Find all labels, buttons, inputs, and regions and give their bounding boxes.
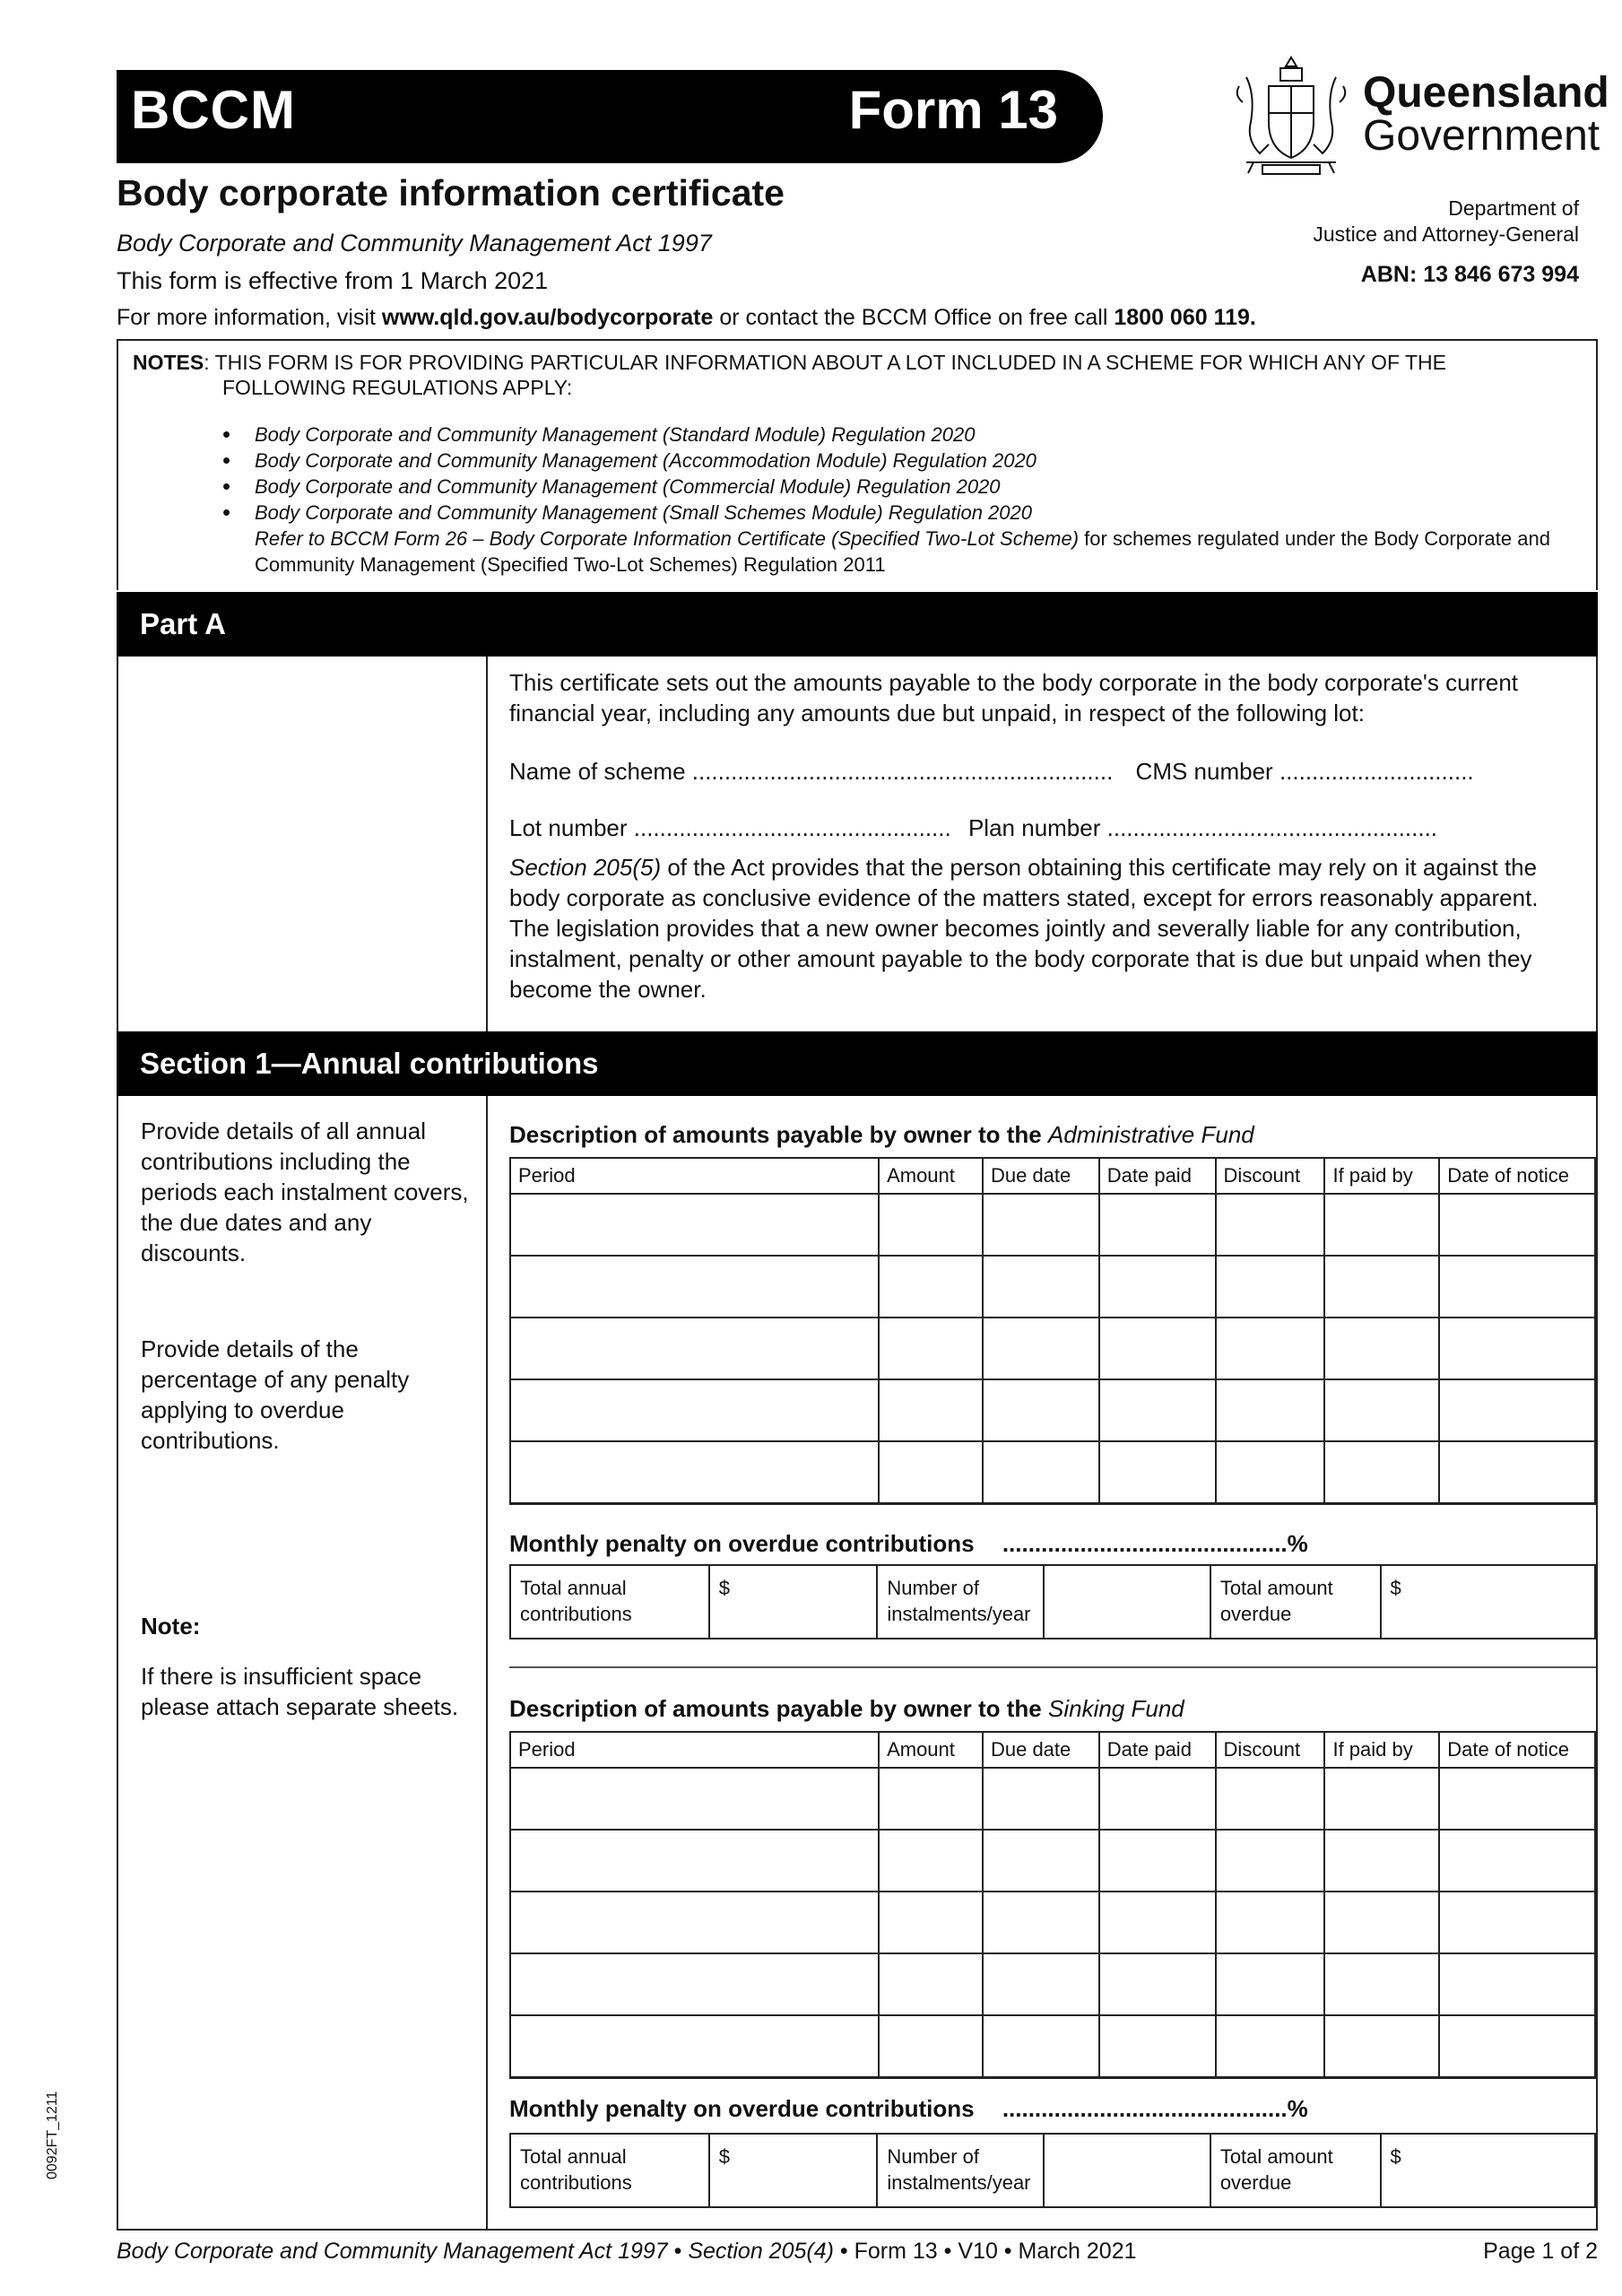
cell-period[interactable] [510, 1953, 879, 2015]
col-period: Period [510, 1732, 879, 1768]
col-amount: Amount [879, 1158, 983, 1194]
cell-date-of-notice[interactable] [1439, 1830, 1595, 1892]
instalments-field[interactable] [1044, 1565, 1210, 1639]
cell-period[interactable] [510, 1318, 879, 1379]
note-text: If there is insufficient space please attach separate sheets. [141, 1663, 459, 1720]
cell-if-paid-by[interactable] [1324, 1441, 1439, 1503]
plan-number-label: Plan number [967, 814, 1101, 841]
totals-row [510, 2134, 1595, 2207]
scheme-line [509, 756, 1567, 787]
cms-number-field[interactable]: .............................. [1279, 758, 1474, 785]
cell-due-date[interactable] [983, 1892, 1099, 1953]
penalty-label: Monthly penalty on overdue contributions [509, 2095, 975, 2122]
cell-date-paid[interactable] [1099, 1194, 1216, 1256]
logo-government: Government [1363, 112, 1600, 160]
cell-date-paid[interactable] [1099, 1379, 1216, 1441]
queensland-crest-icon [1228, 50, 1354, 178]
cell-discount[interactable] [1216, 1441, 1325, 1503]
cell-if-paid-by[interactable] [1324, 1892, 1439, 1953]
cell-discount[interactable] [1216, 1379, 1325, 1441]
col-discount: Discount [1216, 1158, 1325, 1194]
cell-amount[interactable] [879, 1441, 983, 1503]
cell-period[interactable] [510, 1194, 879, 1256]
section-205-text [509, 852, 1567, 1004]
totals-row [510, 1565, 1595, 1639]
effective-date: This form is effective from 1 March 2021 [117, 267, 549, 294]
cell-if-paid-by[interactable] [1324, 1768, 1439, 1830]
total-annual-label: Total annual contributions [510, 1565, 709, 1639]
form-acronym: BCCM [131, 80, 296, 140]
cell-date-of-notice[interactable] [1439, 1953, 1595, 2015]
cell-date-paid[interactable] [1099, 1318, 1216, 1379]
footer: Body Corporate and Community Management Act 1997 • Section 205(4) • Form 13 • V10 • March 2021 [117, 2239, 1137, 2264]
cell-date-of-notice[interactable] [1439, 1194, 1595, 1256]
cell-due-date[interactable] [983, 1379, 1099, 1441]
cell-if-paid-by[interactable] [1324, 1379, 1439, 1441]
cell-discount[interactable] [1216, 1830, 1325, 1892]
cell-date-paid[interactable] [1099, 1830, 1216, 1892]
cell-amount[interactable] [879, 1830, 983, 1892]
queensland-government-logo [1363, 69, 1609, 160]
cell-amount[interactable] [879, 1379, 983, 1441]
footer-form: Form 13 [854, 2239, 938, 2264]
cell-date-of-notice[interactable] [1439, 1318, 1595, 1379]
cell-date-paid[interactable] [1099, 1441, 1216, 1503]
regulation-item: • Body Corporate and Community Management (Commercial Module) Regulation 2020 [222, 474, 1037, 500]
penalty-label: Monthly penalty on overdue contributions [509, 1530, 975, 1557]
regulation-item: • Body Corporate and Community Management (Accommodation Module) Regulation 2020 [222, 448, 1037, 474]
col-date-of-notice: Date of notice [1439, 1732, 1595, 1768]
footer-section: Section 205(4) [688, 2239, 834, 2264]
sinking-penalty-line [509, 2095, 1308, 2123]
cell-due-date[interactable] [983, 1953, 1099, 2015]
fund-prefix: Description of amounts payable by owner to the [509, 1695, 1048, 1722]
cell-period[interactable] [510, 1892, 879, 1953]
cell-discount[interactable] [1216, 1892, 1325, 1953]
cell-due-date[interactable] [983, 1830, 1099, 1892]
lot-number-field[interactable]: ................................................. [633, 814, 951, 841]
table-row [510, 1830, 1595, 1892]
notes-box [117, 339, 1598, 590]
table-row [510, 2015, 1595, 2077]
fund-separator [509, 1666, 1596, 1668]
col-discount: Discount [1216, 1732, 1325, 1768]
cell-period[interactable] [510, 1441, 879, 1503]
cell-date-of-notice[interactable] [1439, 1441, 1595, 1503]
page-number: Page 1 of 2 [1483, 2239, 1598, 2264]
cell-amount[interactable] [879, 1892, 983, 1953]
instalments-field[interactable] [1044, 2134, 1210, 2207]
cell-discount[interactable] [1216, 2015, 1325, 2077]
cell-discount[interactable] [1216, 1318, 1325, 1379]
cell-if-paid-by[interactable] [1324, 1830, 1439, 1892]
admin-fund-name: Administrative Fund [1047, 1121, 1254, 1148]
fund-prefix: Description of amounts payable by owner to the [509, 1121, 1048, 1148]
section1-heading: Section 1—Annual contributions [117, 1031, 1598, 1096]
more-info [117, 305, 1256, 331]
total-overdue-field[interactable]: $ [1381, 1565, 1595, 1639]
cell-amount[interactable] [879, 1256, 983, 1318]
section-205-body: of the Act provides that the person obtaining this certificate may rely on it against the body corporate as conclusive evidence of the matters stated, except for errors reasonably apparent. The legislation provides that a new owner becomes jointly and severally liable for any contribution, instalment, penalty or other amount payable to the body corporate that is due but unpaid when they become the owner. [509, 854, 1539, 1003]
footer-act: Body Corporate and Community Management Act 1997 [117, 2239, 668, 2264]
side-instructions-1: Provide details of all annual contributions including the periods each instalment covers, the due dates and any discounts. [141, 1118, 469, 1266]
instalments-label: Number of instalments/year [877, 1565, 1044, 1639]
cell-if-paid-by[interactable] [1324, 2015, 1439, 2077]
footer-version: V10 [958, 2239, 998, 2264]
cell-discount[interactable] [1216, 1194, 1325, 1256]
cell-amount[interactable] [879, 1194, 983, 1256]
instalments-label: Number of instalments/year [877, 2134, 1044, 2207]
total-overdue-label: Total amount overdue [1210, 1565, 1381, 1639]
name-of-scheme-field[interactable]: ................................................................. [691, 758, 1114, 785]
table-row [510, 1194, 1595, 1256]
cell-date-paid[interactable] [1099, 1768, 1216, 1830]
sinking-fund-heading [509, 1695, 1184, 1723]
part-a-intro: This certificate sets out the amounts payable to the body corporate in the body corporate's current financial year, including any amounts due but unpaid, in respect of the following lot: [509, 669, 1519, 726]
admin-totals-table [509, 1564, 1596, 1639]
act-name: Body Corporate and Community Management Act 1997 [117, 230, 712, 257]
page-title: Body corporate information certificate [117, 172, 785, 213]
more-info-mid: or contact the BCCM Office on free call [713, 305, 1115, 330]
note-label-text: Note: [141, 1613, 201, 1639]
notes-line1 [133, 350, 1567, 376]
cell-amount[interactable] [879, 2015, 983, 2077]
cell-period[interactable] [510, 1379, 879, 1441]
name-of-scheme-label: Name of scheme [509, 758, 686, 785]
department-line2: Justice and Attorney-General [1313, 222, 1579, 246]
total-annual-label: Total annual contributions [510, 2134, 709, 2207]
table-row [510, 1379, 1595, 1441]
cell-if-paid-by[interactable] [1324, 1256, 1439, 1318]
total-annual-field[interactable]: $ [709, 1565, 878, 1639]
col-due-date: Due date [983, 1158, 1099, 1194]
table-row [510, 1318, 1595, 1379]
regulations-list [222, 422, 1037, 526]
cell-amount[interactable] [879, 1318, 983, 1379]
cell-amount[interactable] [879, 1953, 983, 2015]
col-due-date: Due date [983, 1732, 1099, 1768]
logo-queensland: Queensland [1363, 69, 1609, 117]
cell-date-paid[interactable] [1099, 2015, 1216, 2077]
cell-date-paid[interactable] [1099, 1953, 1216, 2015]
total-annual-field[interactable]: $ [709, 2134, 878, 2207]
col-if-paid-by: If paid by [1324, 1732, 1439, 1768]
admin-fund-table [509, 1157, 1596, 1505]
regulation-item: • Body Corporate and Community Management (Standard Module) Regulation 2020 [222, 422, 1037, 448]
form-banner [117, 70, 1103, 163]
cell-if-paid-by[interactable] [1324, 1194, 1439, 1256]
note-label [141, 1611, 473, 1641]
notes-label: NOTES [133, 351, 204, 374]
form-code: 0092FT_1211 [45, 2091, 60, 2179]
side-instructions-2: Provide details of the percentage of any penalty applying to overdue contributions. [141, 1335, 410, 1454]
table-row [510, 1256, 1595, 1318]
refer-rest: for schemes regulated under the Body Corporate and Community Management (Specified Two-Lot Schemes) Regulation 2011 [255, 527, 1550, 576]
cell-date-of-notice[interactable] [1439, 1768, 1595, 1830]
col-date-paid: Date paid [1099, 1732, 1216, 1768]
sinking-fund-name: Sinking Fund [1047, 1695, 1184, 1722]
sinking-penalty-field[interactable]: ............................................% [1002, 2095, 1308, 2122]
section-205-ref: Section 205(5) [509, 854, 662, 881]
col-date-of-notice: Date of notice [1439, 1158, 1595, 1194]
col-period: Period [510, 1158, 879, 1194]
cell-discount[interactable] [1216, 1953, 1325, 2015]
regulation-item: • Body Corporate and Community Management (Small Schemes Module) Regulation 2020 [222, 500, 1037, 526]
cell-due-date[interactable] [983, 1768, 1099, 1830]
table-header-row [510, 1732, 1595, 1768]
cell-date-of-notice[interactable] [1439, 1892, 1595, 1953]
cell-if-paid-by[interactable] [1324, 1318, 1439, 1379]
cell-date-of-notice[interactable] [1439, 2015, 1595, 2077]
cell-period[interactable] [510, 1256, 879, 1318]
table-row [510, 1768, 1595, 1830]
lot-number-label: Lot number [509, 814, 628, 841]
cell-period[interactable] [510, 1768, 879, 1830]
cell-date-paid[interactable] [1099, 1256, 1216, 1318]
table-row [510, 1441, 1595, 1503]
col-amount: Amount [879, 1732, 983, 1768]
cell-due-date[interactable] [983, 1441, 1099, 1503]
table-row [510, 1953, 1595, 2015]
cell-period[interactable] [510, 1830, 879, 1892]
department [1313, 196, 1579, 248]
refer-form26: Refer to BCCM Form 26 – Body Corporate Information Certificate (Specified Two-Lot Scheme) [255, 527, 1080, 550]
plan-number-field[interactable]: ................................................... [1106, 814, 1438, 841]
notes-line2: FOLLOWING REGULATIONS APPLY: [222, 376, 573, 399]
part-a-heading: Part A [117, 592, 1598, 657]
total-overdue-field[interactable]: $ [1381, 2134, 1595, 2207]
cell-if-paid-by[interactable] [1324, 1953, 1439, 2015]
more-info-prefix: For more information, visit [117, 305, 382, 330]
lot-line [509, 813, 1567, 843]
cell-date-paid[interactable] [1099, 1892, 1216, 1953]
cell-due-date[interactable] [983, 1256, 1099, 1318]
cell-due-date[interactable] [983, 2015, 1099, 2077]
sinking-fund-table [509, 1731, 1596, 2079]
cell-date-of-notice[interactable] [1439, 1256, 1595, 1318]
table-row [510, 1892, 1595, 1953]
admin-penalty-line [509, 1530, 1308, 1558]
cell-discount[interactable] [1216, 1768, 1325, 1830]
more-info-link[interactable]: www.qld.gov.au/bodycorporate [381, 305, 714, 330]
refer-note [255, 526, 1564, 578]
notes-text1: : THIS FORM IS FOR PROVIDING PARTICULAR INFORMATION ABOUT A LOT INCLUDED IN A SCHEME FOR WHICH ANY OF THE [204, 351, 1446, 374]
abn: ABN: 13 846 673 994 [1360, 262, 1579, 287]
form-number: Form 13 [848, 80, 1058, 140]
cell-due-date[interactable] [983, 1194, 1099, 1256]
admin-fund-heading [509, 1121, 1254, 1149]
col-date-paid: Date paid [1099, 1158, 1216, 1194]
col-if-paid-by: If paid by [1324, 1158, 1439, 1194]
admin-penalty-field[interactable]: ............................................% [1002, 1530, 1308, 1557]
cell-discount[interactable] [1216, 1256, 1325, 1318]
cms-number-label: CMS number [1135, 758, 1273, 785]
department-line1: Department of [1448, 196, 1579, 220]
sinking-totals-table [509, 2133, 1596, 2208]
cell-period[interactable] [510, 2015, 879, 2077]
table-header-row [510, 1158, 1595, 1194]
total-overdue-label: Total amount overdue [1210, 2134, 1381, 2207]
cell-due-date[interactable] [983, 1318, 1099, 1379]
cell-date-of-notice[interactable] [1439, 1379, 1595, 1441]
cell-amount[interactable] [879, 1768, 983, 1830]
more-info-phone: 1800 060 119. [1114, 305, 1256, 330]
footer-date: March 2021 [1018, 2239, 1137, 2264]
